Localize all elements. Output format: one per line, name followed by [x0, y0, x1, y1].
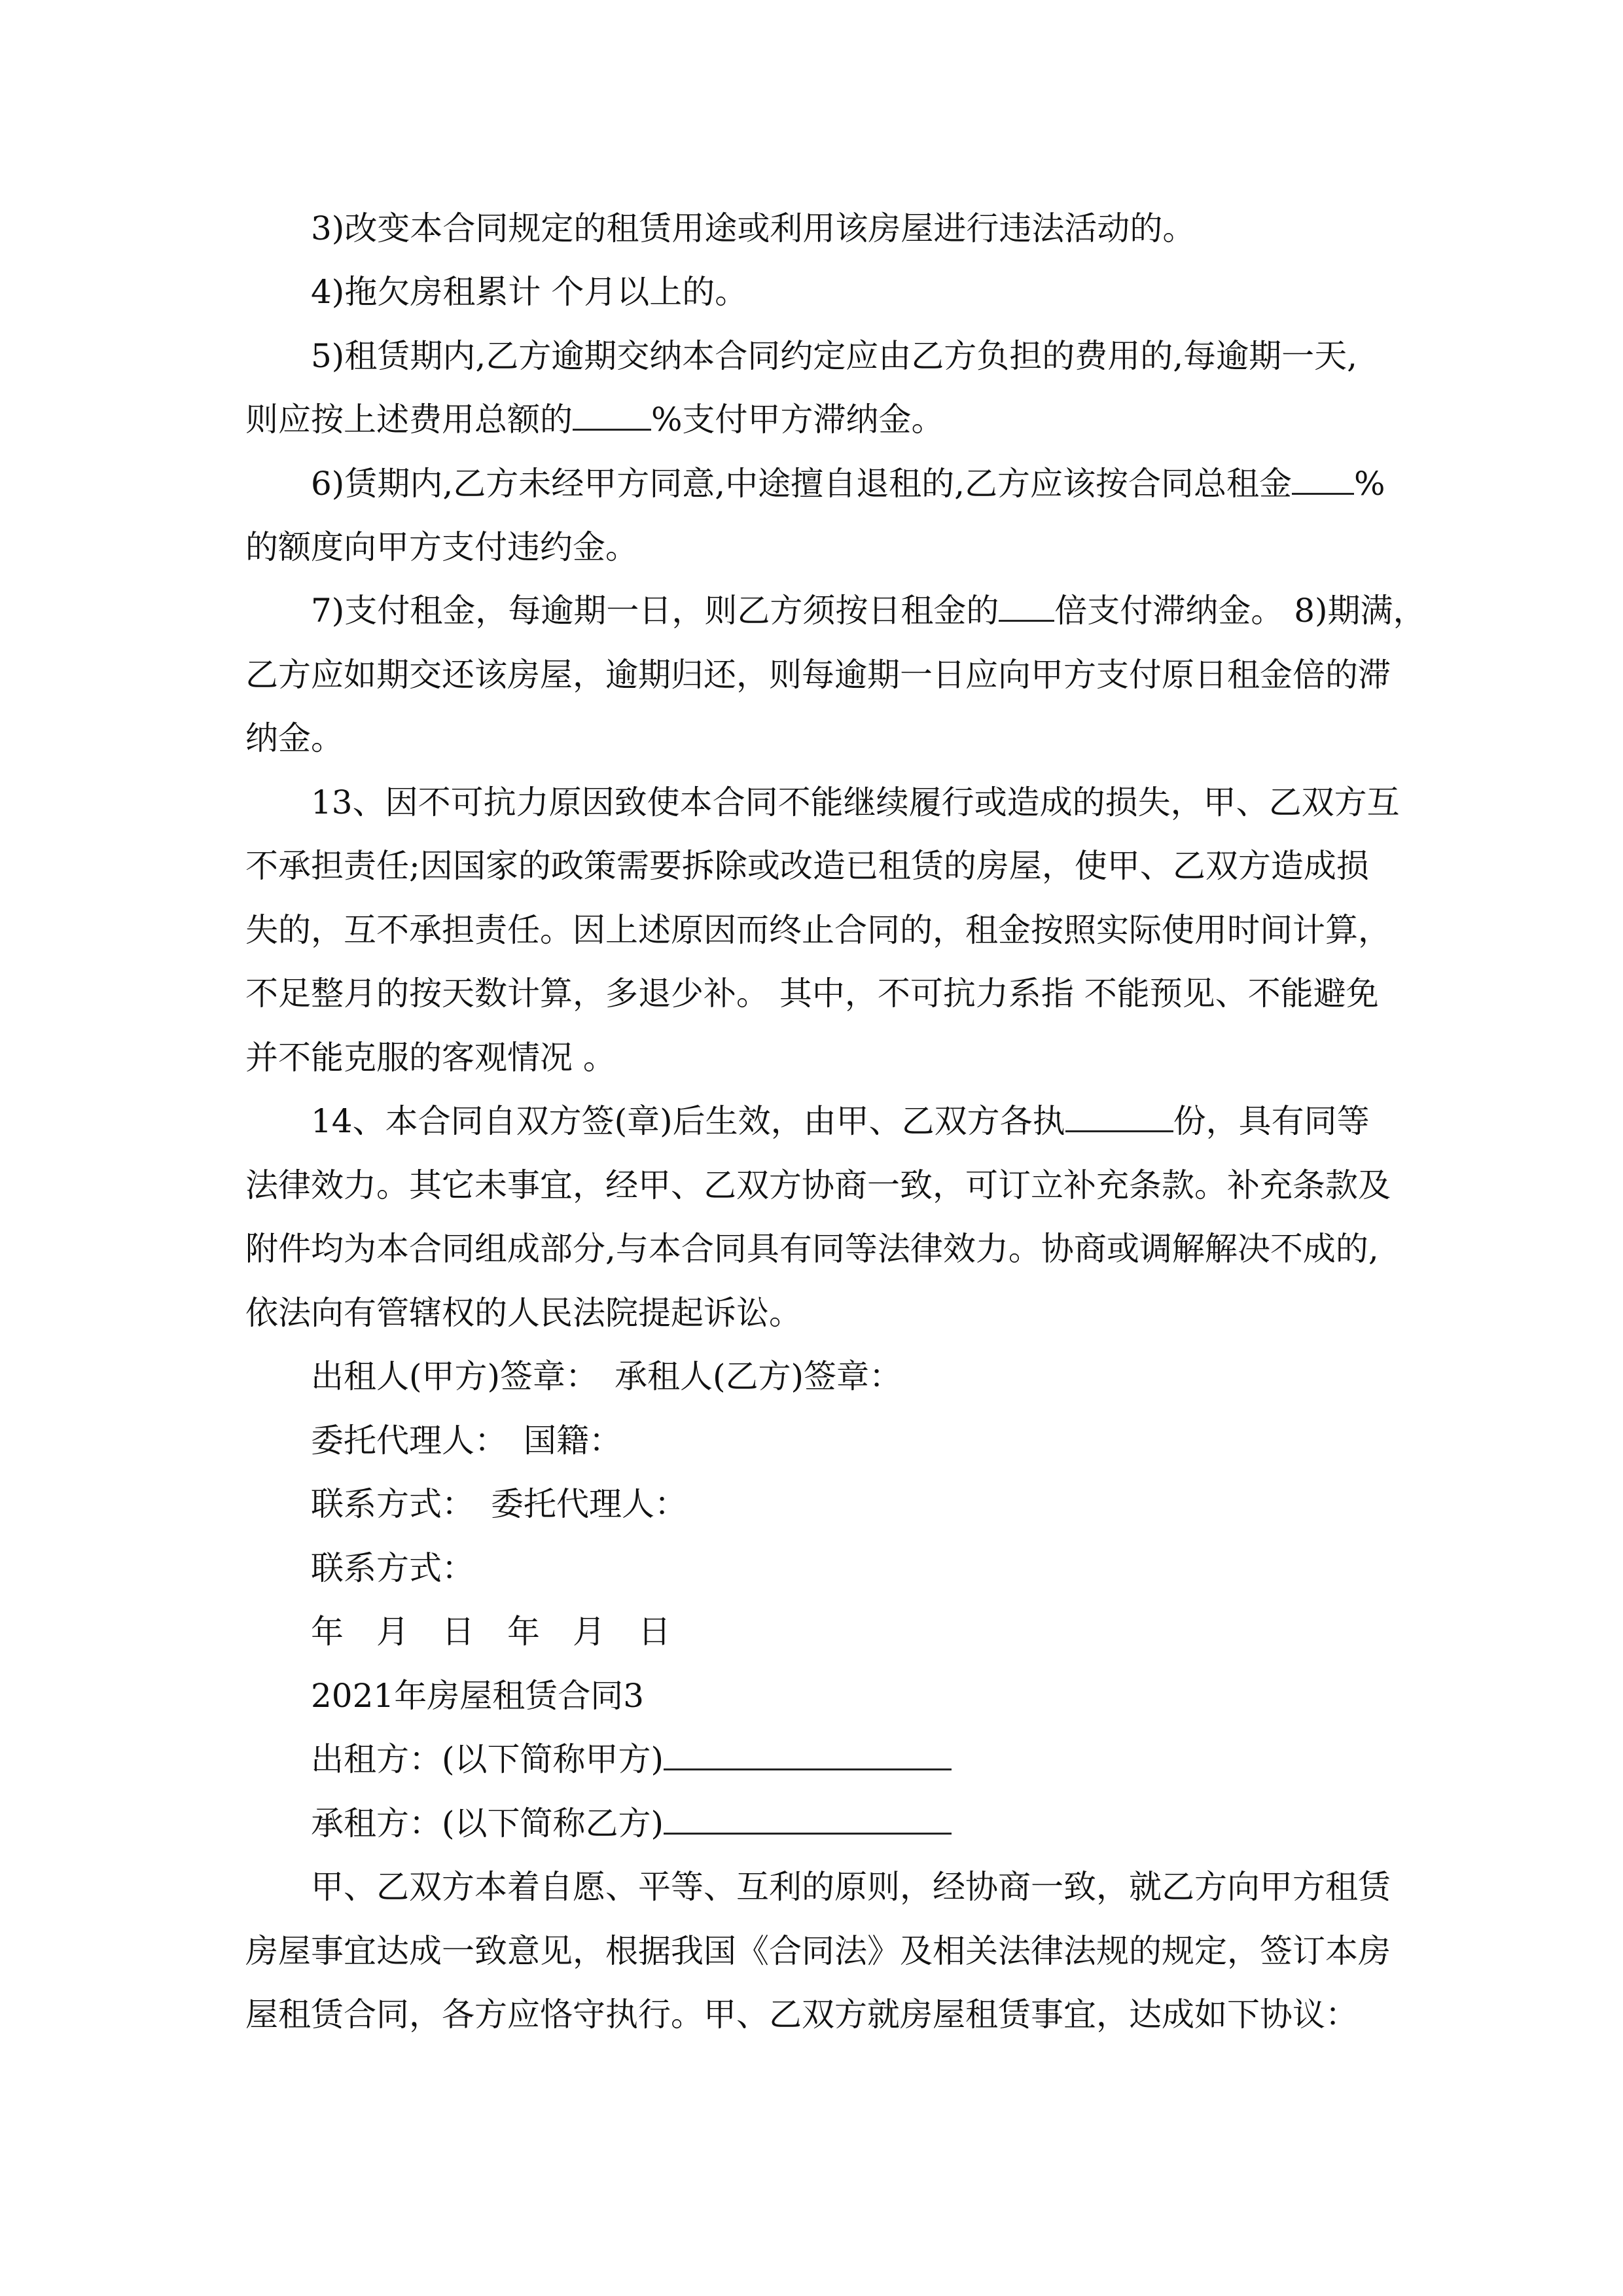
- clause-7-line-1: [311, 590, 1426, 631]
- clause-7-text-pre: 7)支付租金，每逾期一日，则乙方须按日租金的: [311, 592, 999, 630]
- contract-3-title: 2021年房屋租赁合同3: [311, 1677, 645, 1715]
- clause-6-line-1: [311, 463, 1385, 504]
- blank-multiplier: [999, 591, 1054, 622]
- signature-agent-nationality: 委托代理人： 国籍：: [311, 1422, 622, 1460]
- signature-contact: 联系方式：: [311, 1549, 474, 1587]
- article-14-line-4: 依法向有管辖权的人民法院提起诉讼。: [245, 1294, 802, 1332]
- clause-5-text-post: %支付甲方滞纳金。: [651, 401, 944, 439]
- clause-7-line-2: 乙方应如期交还该房屋，逾期归还，则每逾期一日应向甲方支付原日租金倍的滞: [245, 656, 1391, 694]
- clause-5-text-pre: 则应按上述费用总额的: [245, 401, 573, 439]
- blank-lessor-name: [664, 1740, 952, 1770]
- article-14-line-1: [311, 1101, 1370, 1141]
- clause-7-line-3: 纳金。: [245, 719, 344, 757]
- clause-7-text-post: 倍支付滞纳金。 8)期满，: [1054, 592, 1426, 630]
- article-13-line-3: 失的，互不承担责任。因上述原因而终止合同的，租金按照实际使用时间计算，: [245, 911, 1391, 949]
- blank-late-fee-percent: [573, 400, 651, 431]
- article-13-line-1: 13、因不可抗力原因致使本合同不能继续履行或造成的损失，甲、乙双方互: [311, 783, 1400, 821]
- article-13-line-2: 不承担责任;因国家的政策需要拆除或改造已租赁的房屋，使甲、乙双方造成损: [245, 847, 1369, 885]
- clause-3: 3)改变本合同规定的租赁用途或利用该房屋进行违法活动的。: [311, 209, 1196, 247]
- contract-3-lessor: [311, 1739, 952, 1780]
- lessor-label: 出租方：(以下简称甲方): [311, 1740, 664, 1778]
- contract-3-intro-line-2: 房屋事宜达成一致意见，根据我国《合同法》及相关法律法规的规定，签订本房: [245, 1932, 1391, 1970]
- signature-parties: 出租人(甲方)签章： 承租人(乙方)签章：: [311, 1357, 902, 1395]
- clause-6-text-post: %: [1354, 465, 1385, 503]
- article-14-line-3: 附件均为本合同组成部分,与本合同具有同等法律效力。协商或调解解决不成的,: [245, 1230, 1379, 1268]
- clause-6-text-pre: 6)赁期内,乙方未经甲方同意,中途擅自退租的,乙方应该按合同总租金: [311, 465, 1292, 503]
- article-13-line-4: 不足整月的按天数计算，多退少补。 其中，不可抗力系指 不能预见、不能避免: [245, 975, 1379, 1013]
- contract-3-intro-line-3: 屋租赁合同，各方应恪守执行。甲、乙双方就房屋租赁事宜，达成如下协议：: [245, 1996, 1358, 2034]
- clause-4: 4)拖欠房租累计 个月以上的。: [311, 273, 748, 311]
- article-14-text-pre: 14、本合同自双方签(章)后生效，由甲、乙双方各执: [311, 1102, 1065, 1140]
- blank-copies: [1065, 1102, 1173, 1132]
- clause-6-line-2: 的额度向甲方支付违约金。: [245, 528, 638, 566]
- clause-5-line-2: [245, 399, 944, 440]
- blank-lessee-name: [664, 1804, 952, 1835]
- signature-contact-agent: 联系方式： 委托代理人：: [311, 1485, 687, 1523]
- clause-5-line-1: 5)租赁期内,乙方逾期交纳本合同约定应由乙方负担的费用的,每逾期一天,: [311, 337, 1357, 375]
- lessee-label: 承租方：(以下简称乙方): [311, 1804, 664, 1842]
- contract-3-intro-line-1: 甲、乙双方本着自愿、平等、互利的原则，经协商一致，就乙方向甲方租赁: [311, 1868, 1391, 1906]
- blank-penalty-percent: [1292, 464, 1354, 495]
- signature-dates: 年 月 日 年 月 日: [311, 1613, 671, 1651]
- article-13-line-5: 并不能克服的客观情况 。: [245, 1039, 616, 1077]
- contract-3-lessee: [311, 1803, 952, 1844]
- article-14-line-2: 法律效力。其它未事宜，经甲、乙双方协商一致，可订立补充条款。补充条款及: [245, 1166, 1391, 1204]
- article-14-text-post: 份，具有同等: [1173, 1102, 1370, 1140]
